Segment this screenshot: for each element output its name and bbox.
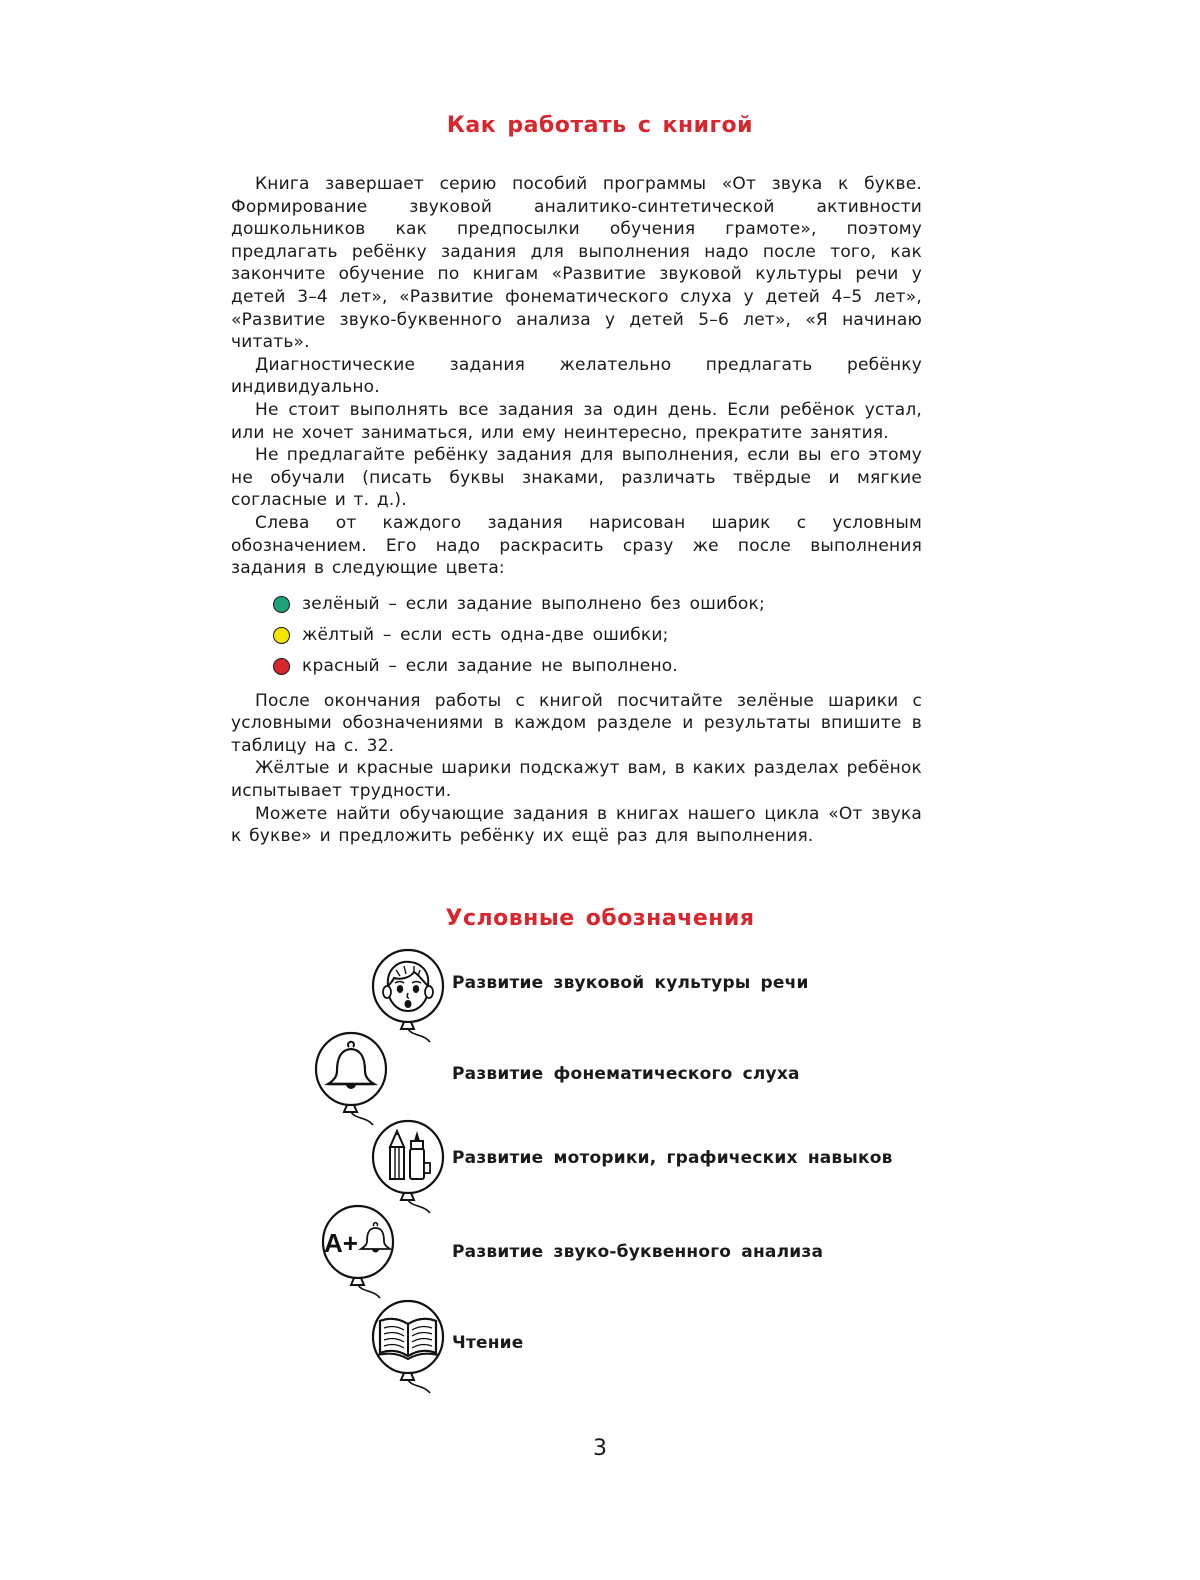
legend-label: Чтение bbox=[452, 1333, 524, 1353]
yellow-dot-icon bbox=[273, 627, 290, 644]
legend-item-sound-letter-analysis bbox=[320, 1204, 823, 1304]
paragraph: Не предлагайте ребёнку задания для выполнения, если вы его этому не обучали (писать буквы знаками, различать твёрдые и мягкие согласные и т. д.). bbox=[231, 445, 922, 511]
legend-label: Развитие фонематического слуха bbox=[452, 1064, 800, 1084]
color-item-text: красный – если задание не выполнено. bbox=[302, 655, 678, 676]
section-title-legend: Условные обозначения bbox=[445, 906, 755, 931]
instructions-text bbox=[231, 173, 922, 848]
a-plus-label: А+ bbox=[324, 1228, 358, 1258]
paragraph: Не стоит выполнять все задания за один день. Если ребёнок устал, или не хочет заниматься, или ему неинтересно, прекратите занятия. bbox=[231, 399, 922, 443]
paragraph: Жёлтые и красные шарики подскажут вам, в каких разделах ребёнок испытывает трудности. bbox=[231, 758, 922, 802]
red-dot-icon bbox=[273, 658, 290, 675]
legend-label: Развитие звуковой культуры речи bbox=[452, 973, 809, 993]
legend-label: Развитие звуко-буквенного анализа bbox=[452, 1242, 824, 1262]
legend-label: Развитие моторики, графических навыков bbox=[452, 1148, 893, 1168]
paragraph: Диагностические задания желательно предлагать ребёнку индивидуально. bbox=[231, 354, 922, 398]
legend-item-phonemic-hearing bbox=[313, 1031, 800, 1131]
paragraph: После окончания работы с книгой посчитайте зелёные шарики с условными обозначениями в каждом разделе и результаты впишите в таблицу на с. 32. bbox=[231, 690, 922, 756]
color-item-green bbox=[273, 589, 922, 620]
color-item-text: зелёный – если задание выполнено без ошибок; bbox=[302, 593, 765, 614]
color-item-text: жёлтый – если есть одна-две ошибки; bbox=[302, 624, 669, 645]
color-item-yellow bbox=[273, 620, 922, 651]
open-book-icon bbox=[370, 1299, 450, 1399]
color-item-red bbox=[273, 651, 922, 682]
bell-icon bbox=[313, 1031, 393, 1131]
section-title-how-to-work: Как работать с книгой bbox=[446, 113, 754, 138]
paragraph: Можете найти обучающие задания в книгах нашего цикла «От звука к букве» и предложить ребёнку их ещё раз для выполнения. bbox=[231, 803, 922, 847]
green-dot-icon bbox=[273, 596, 290, 613]
legend-item-reading bbox=[370, 1299, 524, 1399]
paragraph: Слева от каждого задания нарисован шарик с условным обозначением. Его надо раскрасить сразу же после выполнения задания в следующие цвета: bbox=[231, 512, 922, 579]
color-legend-list bbox=[273, 589, 922, 682]
paragraph: Книга завершает серию пособий программы «От звука к букве. Формирование звуковой аналитико-синтетической активности дошкольников как предпосылки обучения грамоте», поэтому предлагать ребёнку задания для выполнения надо после того, как закончите обучение по книгам «Развитие звуковой культуры речи у детей 3–4 лет», «Развитие фонематического слуха у детей 4–5 лет», «Развитие звуко-буквенного анализа у детей 5–6 лет», «Я начинаю читать». bbox=[231, 174, 922, 353]
page-number: 3 bbox=[593, 1436, 607, 1461]
letter-bell-icon bbox=[320, 1204, 400, 1304]
